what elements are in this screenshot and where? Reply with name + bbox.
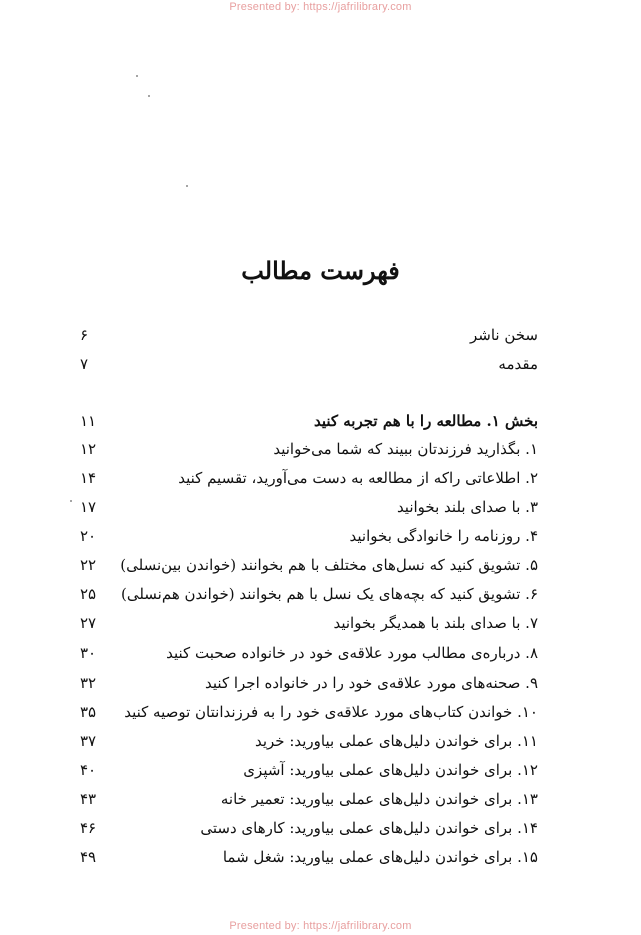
page-number: ۱۴ [80,469,97,487]
page-number: ۱۱ [80,412,97,430]
toc-row[interactable] [80,641,538,665]
toc-entry-text: ۱۲. برای خواندن دلیل‌های عملی بیاورید: آشپزی [243,761,538,779]
section-title: بخش ۱. مطالعه را با هم تجربه کنید [313,412,538,430]
toc-entry-text: ۱۰. خواندن کتاب‌های مورد علاقه‌ی خود را به فرزندانتان توصیه کنید [124,703,538,721]
scan-speck [186,185,188,187]
toc-row[interactable] [80,845,538,869]
toc-row[interactable] [80,466,538,490]
toc-row[interactable] [80,437,538,461]
toc-row[interactable] [80,729,538,753]
toc-entry-text: ۱. بگذارید فرزندتان ببیند که شما می‌خوانید [273,440,538,458]
toc-entry-text: ۱۴. برای خواندن دلیل‌های عملی بیاورید: کارهای دستی [200,819,538,837]
page-number: ۲۷ [80,614,97,632]
page-number: ۳۵ [80,703,97,721]
toc-section-heading[interactable] [80,409,538,433]
toc-row[interactable] [80,671,538,695]
watermark-top: Presented by: https://jafrilibrary.com [229,1,412,13]
toc-entry-text: ۳. با صدای بلند بخوانید [396,498,538,516]
toc-entry-text: سخن ناشر [469,326,538,344]
toc-row[interactable] [80,758,538,782]
toc-entry-text: ۱۵. برای خواندن دلیل‌های عملی بیاورید: شغل شما [222,848,538,866]
toc-entry-text: ۱۳. برای خواندن دلیل‌های عملی بیاورید: تعمیر خانه [220,790,538,808]
page-number: ۴۹ [80,848,97,866]
watermark-bottom: Presented by: https://jafrilibrary.com [229,920,412,932]
page-number: ۳۲ [80,674,97,692]
toc-entry-text: ۶. تشویق کنید که بچه‌های یک نسل با هم بخوانند (خواندن هم‌نسلی) [120,585,538,603]
page-number: ۲۰ [80,527,97,545]
toc-row[interactable] [80,787,538,811]
page-number: ۶ [80,326,89,344]
toc-row-publisher-note[interactable] [80,323,538,347]
page-number: ۲۲ [80,556,97,574]
page-number: ۴۳ [80,790,97,808]
toc-row[interactable] [80,553,538,577]
page-title: فهرست مطالب [241,256,400,285]
toc-row[interactable] [80,700,538,724]
scan-speck [148,95,150,97]
toc-entry-text: ۹. صحنه‌های مورد علاقه‌ی خود را در خانواده اجرا کنید [205,674,538,692]
page-number: ۴۶ [80,819,97,837]
page-number: ۱۷ [80,498,97,516]
toc-entry-text: مقدمه [498,355,538,373]
toc-row[interactable] [80,582,538,606]
toc-entry-text: ۴. روزنامه را خانوادگی بخوانید [349,527,538,545]
toc-entry-text: ۷. با صدای بلند با همدیگر بخوانید [333,614,538,632]
toc-row[interactable] [80,611,538,635]
toc-row[interactable] [80,524,538,548]
scan-speck [70,500,72,502]
toc-row[interactable] [80,495,538,519]
toc-entry-text: ۵. تشویق کنید که نسل‌های مختلف با هم بخوانند (خواندن بین‌نسلی) [120,556,538,574]
page-number: ۴۰ [80,761,97,779]
page-number: ۳۰ [80,644,97,662]
page-number: ۲۵ [80,585,97,603]
page-number: ۳۷ [80,732,97,750]
toc-entry-text: ۱۱. برای خواندن دلیل‌های عملی بیاورید: خرید [254,732,538,750]
toc-row-introduction[interactable] [80,352,538,376]
toc-row[interactable] [80,816,538,840]
toc-entry-text: ۲. اطلاعاتی راکه از مطالعه به دست می‌آورید، تقسیم کنید [178,469,538,487]
toc-entry-text: ۸. درباره‌ی مطالب مورد علاقه‌ی خود در خانواده صحبت کنید [166,644,538,662]
scan-speck [136,75,138,77]
page-number: ۷ [80,355,89,373]
page-number: ۱۲ [80,440,97,458]
